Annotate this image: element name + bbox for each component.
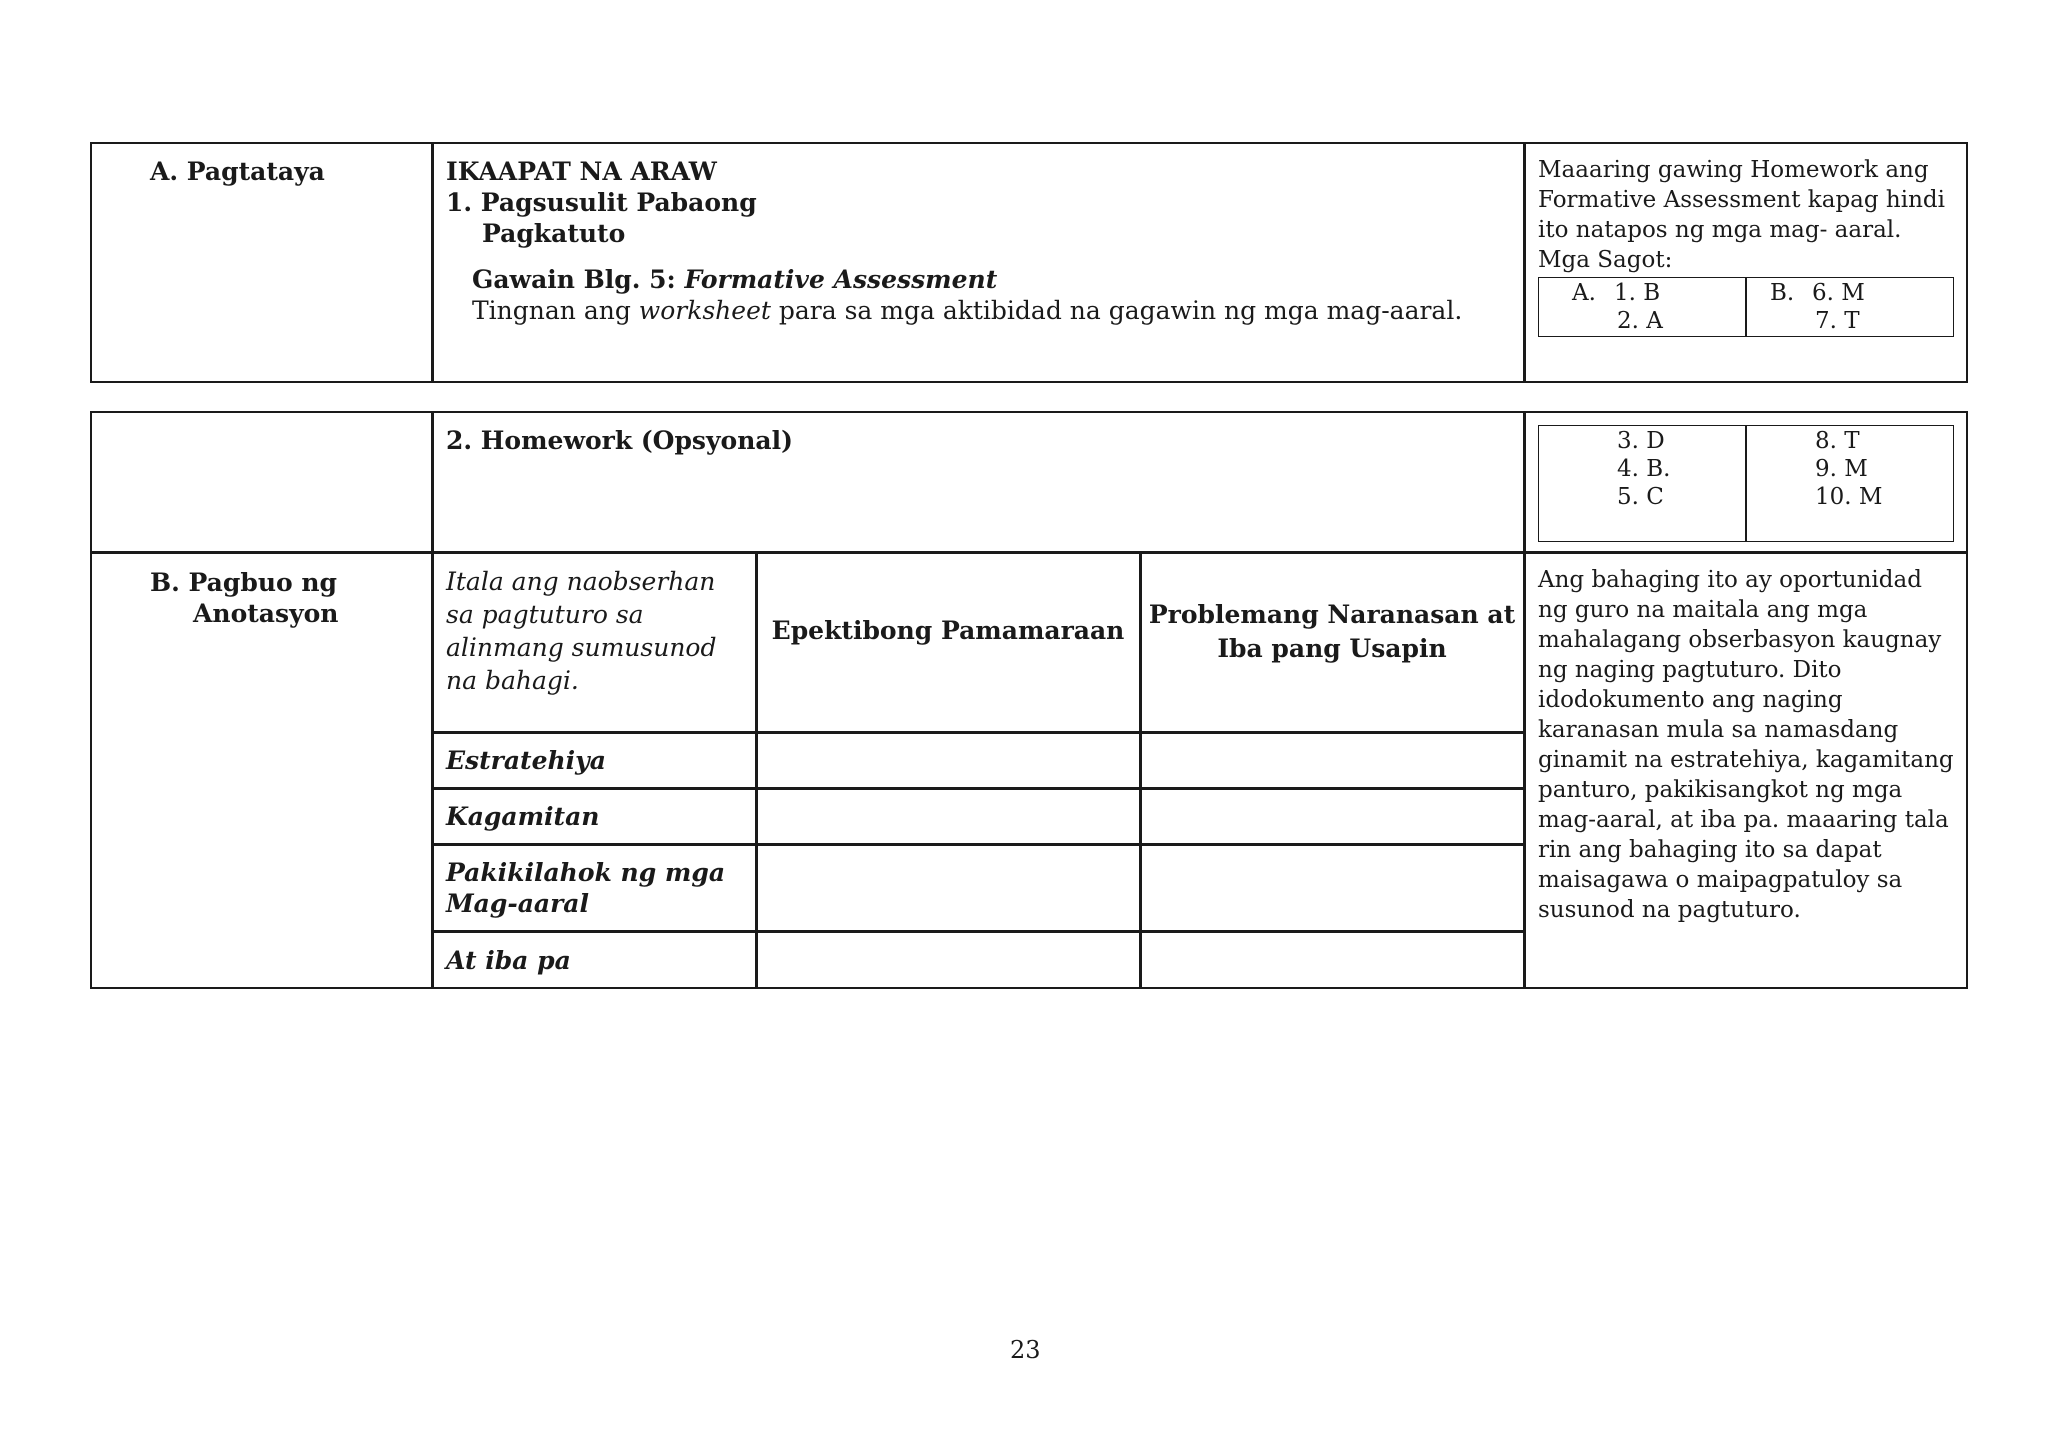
item1-title: 1. Pagsusulit Pabaong <box>446 188 757 217</box>
note-line: Formative Assessment kapag hindi <box>1538 187 1945 213</box>
divider <box>431 787 1525 790</box>
answer-a-label: A. <box>1572 280 1596 306</box>
answer-item: 7. T <box>1815 308 1860 334</box>
answer-item: 10. M <box>1815 484 1883 510</box>
column-header-effective: Epektibong Pamamaraan <box>771 616 1125 645</box>
answer-b-label: B. <box>1770 280 1795 306</box>
divider <box>90 551 1968 554</box>
divider <box>1745 425 1747 542</box>
answer-item: 6. M <box>1812 280 1865 306</box>
divider <box>431 411 434 989</box>
instruction-em: worksheet <box>638 296 771 325</box>
note-line: Mga Sagot: <box>1538 247 1673 273</box>
section-b-label: B. Pagbuo ng <box>150 568 338 597</box>
gawain-heading <box>472 264 997 295</box>
item1-title-cont: Pagkatuto <box>482 219 626 248</box>
answer-item: 5. C <box>1617 484 1664 510</box>
divider <box>1523 142 1526 383</box>
annotation-prompt: Itala ang naobserhan sa pagtuturo sa alinmang sumusunod na bahagi. <box>446 567 717 695</box>
homework-label: 2. Homework (Opsyonal) <box>446 426 793 455</box>
divider <box>431 930 1525 933</box>
divider <box>431 843 1525 846</box>
row-label: At iba pa <box>446 946 571 975</box>
answer-item: 4. B. <box>1617 456 1671 482</box>
gawain-title: Formative Assessment <box>684 265 998 294</box>
anotasyon-note: Ang bahaging ito ay oportunidad ng guro na maitala ang mga mahalagang obserbasyon kaugnay ng naging pagtuturo. Dito idodokumento ang naging karanasan mula sa namasdang ginamit na estratehiya, kagamitang panturo, pakikisangkot ng mga mag-aaral, at iba pa. maaaring tala rin ang bahaging ito sa dapat maisagawa o maipagpatuloy sa susunod na pagtuturo. <box>1538 567 1954 923</box>
section-a-label: A. Pagtataya <box>150 157 325 186</box>
answer-item: 2. A <box>1617 308 1663 334</box>
section-b-label-cont: Anotasyon <box>193 599 339 628</box>
answer-item: 1. B <box>1614 280 1661 306</box>
instruction-pre: Tingnan ang <box>472 296 639 325</box>
divider <box>431 731 1525 734</box>
answer-item: 9. M <box>1815 456 1868 482</box>
row-label: Estratehiya <box>446 746 606 775</box>
row-label: Pakikilahok ng mga Mag-aaral <box>446 858 726 918</box>
divider <box>1745 277 1747 337</box>
instruction-post: para sa mga aktibidad na gagawin ng mga mag-aaral. <box>770 296 1463 325</box>
answer-item: 8. T <box>1815 428 1860 454</box>
day-title: IKAAPAT NA ARAW <box>446 157 717 186</box>
divider <box>1523 411 1526 989</box>
row-label: Kagamitan <box>446 802 600 831</box>
gawain-prefix: Gawain Blg. 5: <box>472 265 685 294</box>
note-line: Maaaring gawing Homework ang <box>1538 157 1929 183</box>
note-line: ito natapos ng mga mag- aaral. <box>1538 217 1902 243</box>
answer-item: 3. D <box>1617 428 1665 454</box>
divider <box>431 142 434 383</box>
page-number: 23 <box>1010 1336 1041 1364</box>
instruction <box>472 295 1462 326</box>
column-header-problems: Problemang Naranasan at Iba pang Usapin <box>1148 600 1516 663</box>
